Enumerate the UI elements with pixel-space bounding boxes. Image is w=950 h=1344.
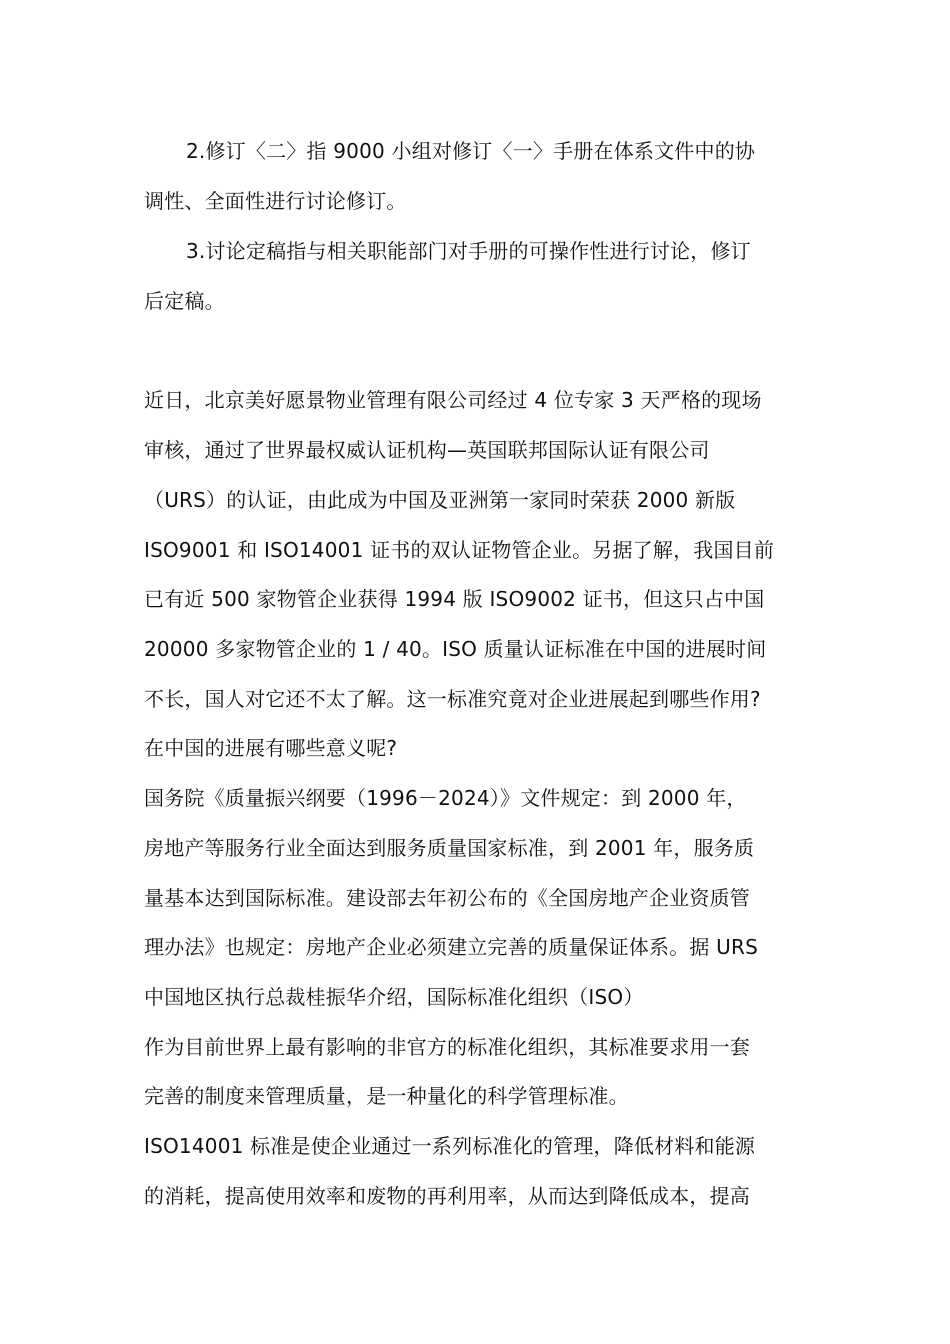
paragraph-line: 后定稿。: [144, 289, 225, 313]
paragraph-line: 调性、全面性进行讨论修订。: [144, 189, 407, 213]
paragraph-line: 在中国的进展有哪些意义呢?: [144, 736, 398, 760]
paragraph-line: 量基本达到国际标准。建设部去年初公布的《全国房地产企业资质管: [144, 886, 750, 910]
paragraph-line: 2.修订〈二〉指 9000 小组对修订〈一〉手册在体系文件中的协: [186, 139, 756, 163]
paragraph-line: 理办法》也规定：房地产企业必须建立完善的质量保证体系。据 URS: [144, 935, 758, 959]
paragraph-line: （URS）的认证，由此成为中国及亚洲第一家同时荣获 2000 新版: [144, 488, 736, 512]
paragraph-line: 审核，通过了世界最权威认证机构—英国联邦国际认证有限公司: [144, 438, 710, 462]
paragraph-line: 已有近 500 家物管企业获得 1994 版 ISO9002 证书，但这只占中国: [144, 587, 765, 611]
paragraph-line: 房地产等服务行业全面达到服务质量国家标准，到 2001 年，服务质: [144, 836, 755, 860]
paragraph-line: ISO14001 标准是使企业通过一系列标准化的管理，降低材料和能源: [144, 1134, 756, 1158]
paragraph-line: 20000 多家物管企业的 1 / 40。ISO 质量认证标准在中国的进展时间: [144, 637, 767, 661]
paragraph-line: 作为目前世界上最有影响的非官方的标准化组织，其标准要求用一套: [144, 1035, 750, 1059]
paragraph-line: 中国地区执行总裁桂振华介绍，国际标准化组织（ISO）: [144, 985, 644, 1009]
paragraph-line: 的消耗，提高使用效率和废物的再利用率，从而达到降低成本，提高: [144, 1184, 750, 1208]
paragraph-line: 完善的制度来管理质量，是一种量化的科学管理标准。: [144, 1084, 629, 1108]
paragraph-line: ISO9001 和 ISO14001 证书的双认证物管企业。另据了解，我国目前: [144, 538, 775, 562]
paragraph-line: 3.讨论定稿指与相关职能部门对手册的可操作性进行讨论，修订: [186, 239, 751, 263]
paragraph-line: 国务院《质量振兴纲要（1996－2024）》文件规定：到 2000 年，: [144, 786, 747, 810]
paragraph-line: 近日，北京美好愿景物业管理有限公司经过 4 位专家 3 天严格的现场: [144, 388, 762, 412]
paragraph-line: 不长，国人对它还不太了解。这一标准究竟对企业进展起到哪些作用?: [144, 687, 761, 711]
